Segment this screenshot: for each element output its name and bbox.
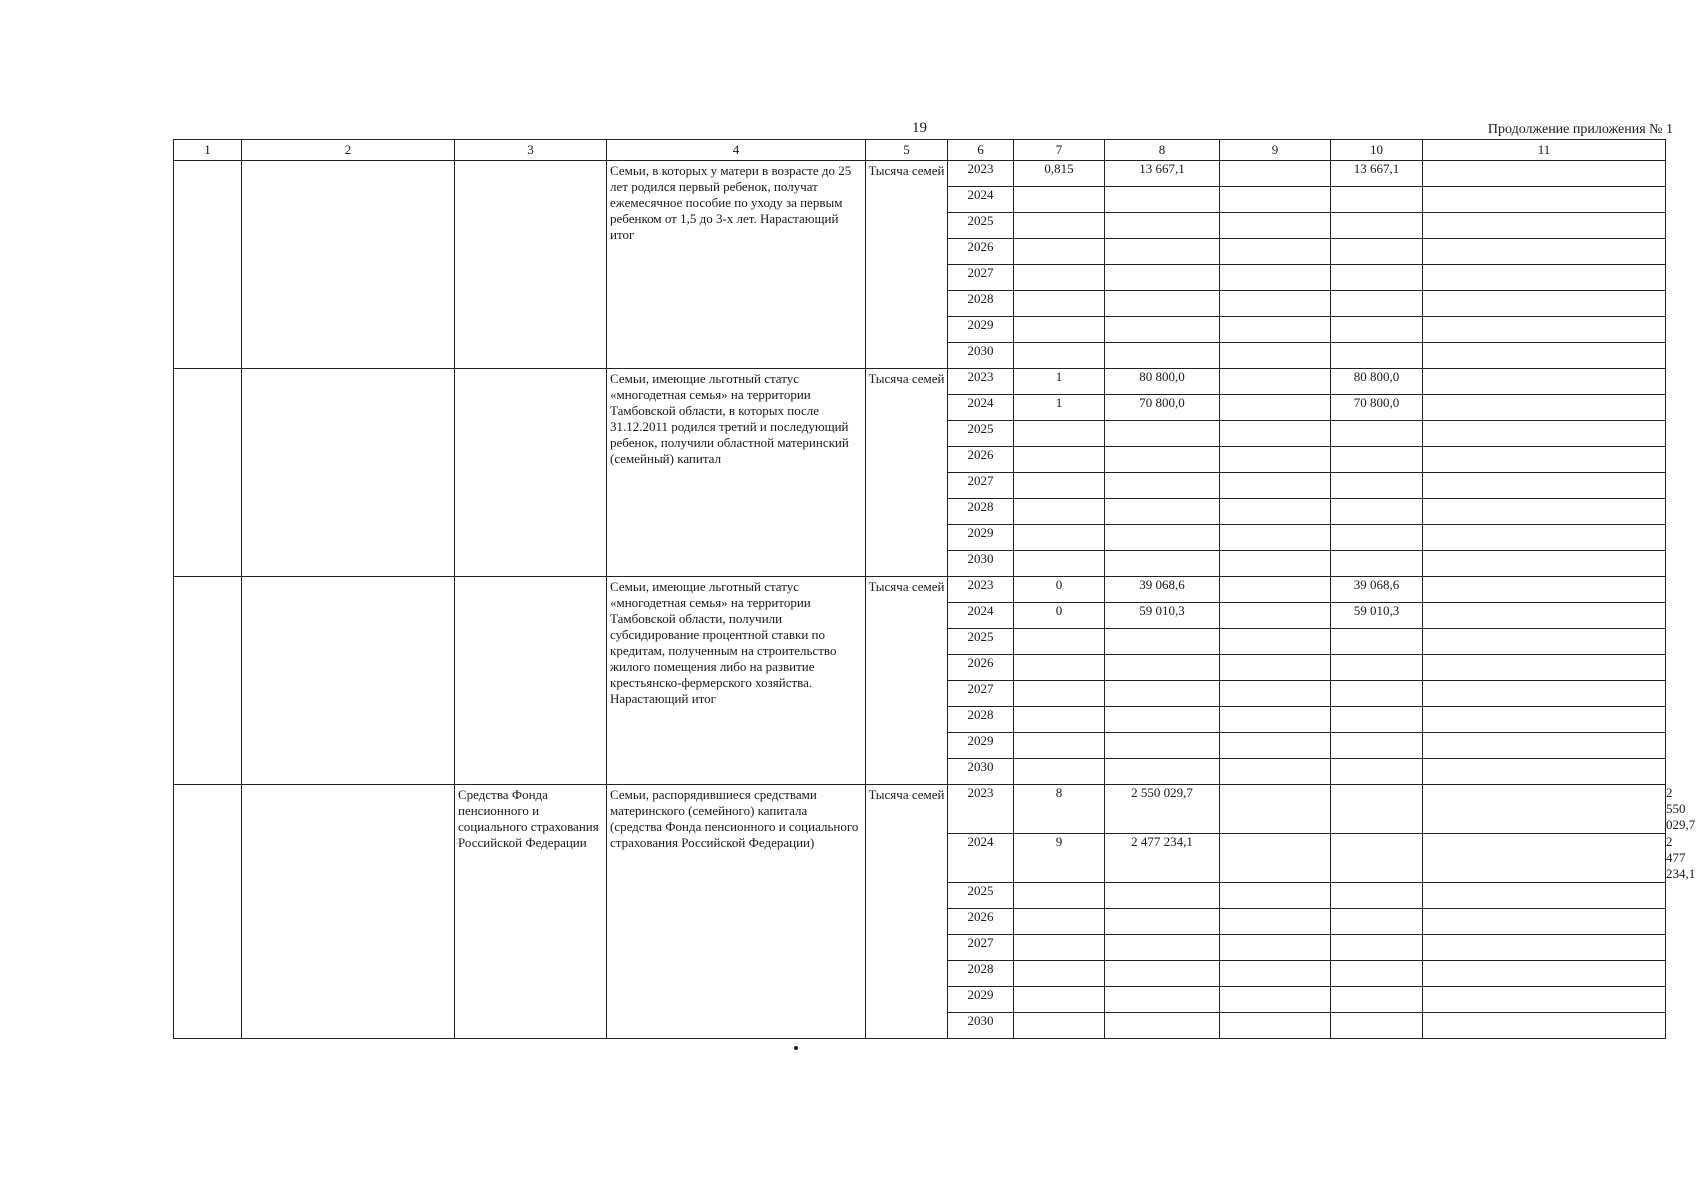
value-cell-9 [1331,655,1423,681]
value-cell-6: 8 [1014,785,1105,834]
column-number-row [174,140,1666,161]
value-cell-6 [1014,655,1105,681]
funding-source-cell [455,161,607,369]
value-cell-9 [1331,961,1423,987]
year-cell: 2029 [948,987,1014,1013]
value-cell-8 [1220,655,1331,681]
value-cell-7 [1105,317,1220,343]
value-cell-9 [1331,291,1423,317]
value-cell-7 [1105,629,1220,655]
value-cell-6 [1014,759,1105,785]
year-cell: 2030 [948,343,1014,369]
page-number: 19 [912,120,927,136]
table-row [174,161,1666,187]
indicator-cell: Семьи, имеющие льготный статус «многодетная семья» на территории Тамбовской области, получили субсидирование процентной ставки по кредитам, полученным на строительство жилого помещения либо на развитие крестьянско-фермерского хозяйства. Нарастающий итог [607,577,866,785]
value-cell-8 [1220,961,1331,987]
year-cell: 2026 [948,655,1014,681]
program-cell [242,577,455,785]
value-cell-8 [1220,239,1331,265]
value-cell-9 [1331,187,1423,213]
value-cell-10 [1423,421,1666,447]
value-cell-8 [1220,707,1331,733]
value-cell-10 [1423,525,1666,551]
value-cell-6: 9 [1014,834,1105,883]
value-cell-7 [1105,1013,1220,1039]
value-cell-8 [1220,785,1331,834]
value-cell-9 [1331,213,1423,239]
year-cell: 2025 [948,629,1014,655]
row-number-cell [174,161,242,369]
value-cell-9 [1331,935,1423,961]
value-cell-8 [1220,421,1331,447]
value-cell-6 [1014,291,1105,317]
value-cell-9 [1331,987,1423,1013]
year-cell: 2025 [948,421,1014,447]
value-cell-10 [1423,499,1666,525]
value-cell-8 [1220,343,1331,369]
value-cell-7 [1105,961,1220,987]
value-cell-8 [1220,161,1331,187]
value-cell-7 [1105,473,1220,499]
year-cell: 2028 [948,707,1014,733]
column-header: 5 [866,140,948,161]
program-cell [242,785,455,1039]
year-cell: 2028 [948,499,1014,525]
value-cell-6 [1014,935,1105,961]
value-cell-6 [1014,447,1105,473]
value-cell-9 [1331,421,1423,447]
value-cell-9 [1331,317,1423,343]
year-cell: 2024 [948,395,1014,421]
value-cell-8 [1220,499,1331,525]
column-header: 1 [174,140,242,161]
value-cell-8 [1220,909,1331,935]
value-cell-7 [1105,187,1220,213]
value-cell-6: 1 [1014,369,1105,395]
value-cell-7 [1105,759,1220,785]
value-cell-10 [1423,681,1666,707]
unit-cell: Тысяча семей [866,785,948,1039]
value-cell-6 [1014,961,1105,987]
value-cell-9 [1331,447,1423,473]
value-cell-9 [1331,785,1423,834]
value-cell-7 [1105,707,1220,733]
value-cell-8 [1220,395,1331,421]
value-cell-7 [1105,447,1220,473]
value-cell-10 [1423,834,1666,883]
value-cell-10 [1423,395,1666,421]
value-cell-9 [1331,525,1423,551]
value-cell-9 [1331,473,1423,499]
value-cell-8 [1220,525,1331,551]
year-cell: 2028 [948,291,1014,317]
value-cell-9 [1331,909,1423,935]
appendix-table [173,139,1696,1039]
value-cell-10 [1423,369,1666,395]
value-cell-7 [1105,421,1220,447]
value-cell-10 [1423,1013,1666,1039]
funding-source-cell: Средства Фонда пенсионного и социального страхования Российской Федерации [455,785,607,1039]
value-cell-10 [1423,655,1666,681]
value-cell-10 [1423,161,1666,187]
value-cell-9 [1331,265,1423,291]
value-cell-6: 0 [1014,603,1105,629]
value-cell-10 [1423,759,1666,785]
value-cell-7 [1105,883,1220,909]
row-number-cell [174,369,242,577]
value-cell-9 [1331,759,1423,785]
value-cell-7: 39 068,6 [1105,577,1220,603]
value-cell-10 [1423,343,1666,369]
indicator-cell: Семьи, имеющие льготный статус «многодетная семья» на территории Тамбовской области, в которых после 31.12.2011 родился третий и последующий ребенок, получили областной материнский (семейный) капитал [607,369,866,577]
value-cell-8 [1220,733,1331,759]
value-cell-8 [1220,681,1331,707]
value-cell-6 [1014,187,1105,213]
value-cell-8 [1220,265,1331,291]
value-cell-8 [1220,291,1331,317]
value-cell-9 [1331,343,1423,369]
year-cell: 2023 [948,369,1014,395]
program-cell [242,369,455,577]
value-cell-9 [1331,551,1423,577]
value-cell-7 [1105,525,1220,551]
value-cell-7 [1105,551,1220,577]
value-cell-9: 39 068,6 [1331,577,1423,603]
value-cell-7 [1105,655,1220,681]
value-cell-10 [1423,733,1666,759]
value-cell-8 [1220,987,1331,1013]
value-cell-7 [1105,265,1220,291]
value-cell-8 [1220,1013,1331,1039]
column-header: 2 [242,140,455,161]
value-cell-8 [1220,883,1331,909]
value-cell-6 [1014,707,1105,733]
column-header: 6 [948,140,1014,161]
value-cell-7 [1105,987,1220,1013]
value-cell-9 [1331,707,1423,733]
unit-cell: Тысяча семей [866,161,948,369]
value-cell-10 [1423,551,1666,577]
column-header: 11 [1423,140,1666,161]
year-cell: 2026 [948,909,1014,935]
year-cell: 2026 [948,239,1014,265]
year-cell: 2024 [948,187,1014,213]
value-cell-6: 0,815 [1014,161,1105,187]
value-cell-6 [1014,499,1105,525]
program-cell [242,161,455,369]
value-cell-10 [1423,987,1666,1013]
value-cell-8 [1220,213,1331,239]
value-cell-10 [1423,577,1666,603]
value-cell-10 [1423,629,1666,655]
value-cell-10 [1423,317,1666,343]
year-cell: 2029 [948,525,1014,551]
table-row [174,577,1666,603]
value-cell-10 [1423,707,1666,733]
value-cell-6 [1014,213,1105,239]
value-cell-7 [1105,681,1220,707]
value-cell-10 [1423,447,1666,473]
year-cell: 2026 [948,447,1014,473]
value-cell-8 [1220,187,1331,213]
value-cell-9 [1331,681,1423,707]
value-cell-7 [1105,733,1220,759]
value-cell-9 [1331,239,1423,265]
table-row: 2024 9 2 477 234,1 2 477 234,1 [174,834,1666,883]
value-cell-6: 0 [1014,577,1105,603]
year-cell: 2028 [948,961,1014,987]
value-cell-8 [1220,447,1331,473]
table-row: Средства Фонда пенсионного и социального страхования Российской Федерации Семьи, распорядившиеся средствами материнского (семейного) капитала (средства Фонда пенсионного и социального страхования Российской Федерации) Тысяча семей 2023 8 2 550 029,7 2 550 029,7 [174,785,1666,834]
value-cell-6 [1014,473,1105,499]
value-cell-9: 70 800,0 [1331,395,1423,421]
value-cell-6 [1014,525,1105,551]
value-cell-10 [1423,603,1666,629]
year-cell: 2023 [948,785,1014,834]
year-cell: 2027 [948,265,1014,291]
year-cell: 2029 [948,317,1014,343]
value-cell-7: 2 477 234,1 [1105,834,1220,883]
year-cell: 2030 [948,1013,1014,1039]
value-cell-7 [1105,213,1220,239]
year-cell: 2024 [948,834,1014,883]
column-header: 4 [607,140,866,161]
value-cell-9 [1331,883,1423,909]
row-number-cell [174,577,242,785]
value-cell-7: 80 800,0 [1105,369,1220,395]
value-cell-6 [1014,681,1105,707]
column-header: 9 [1220,140,1331,161]
year-cell: 2025 [948,883,1014,909]
row-number-cell [174,785,242,1039]
funding-source-cell [455,369,607,577]
value-cell-7 [1105,343,1220,369]
value-cell-10 [1423,213,1666,239]
value-cell-10 [1423,785,1666,834]
value-cell-9 [1331,629,1423,655]
scan-artifact-dot [794,1046,798,1050]
table-row [174,369,1666,395]
value-cell-8 [1220,629,1331,655]
value-cell-7: 2 550 029,7 [1105,785,1220,834]
unit-cell: Тысяча семей [866,369,948,577]
value-cell-10 [1423,961,1666,987]
indicator-cell: Семьи, в которых у матери в возрасте до 25 лет родился первый ребенок, получат ежемесячное пособие по уходу за первым ребенком от 1,5 до 3-х лет. Нарастающий итог [607,161,866,369]
year-cell: 2029 [948,733,1014,759]
value-cell-8 [1220,551,1331,577]
value-cell-6 [1014,1013,1105,1039]
value-cell-7: 59 010,3 [1105,603,1220,629]
value-cell-6 [1014,629,1105,655]
value-cell-8 [1220,759,1331,785]
value-cell-6 [1014,551,1105,577]
value-cell-8 [1220,603,1331,629]
value-cell-7 [1105,499,1220,525]
value-cell-10 [1423,187,1666,213]
value-cell-9 [1331,1013,1423,1039]
value-cell-8 [1220,473,1331,499]
column-header: 10 [1331,140,1423,161]
value-cell-6 [1014,343,1105,369]
year-cell: 2030 [948,759,1014,785]
value-cell-6 [1014,909,1105,935]
column-header: 3 [455,140,607,161]
value-cell-10 [1423,291,1666,317]
value-cell-6: 1 [1014,395,1105,421]
value-cell-8 [1220,369,1331,395]
value-cell-6 [1014,265,1105,291]
year-cell: 2027 [948,681,1014,707]
value-cell-6 [1014,883,1105,909]
value-cell-9: 13 667,1 [1331,161,1423,187]
year-cell: 2027 [948,935,1014,961]
year-cell: 2023 [948,161,1014,187]
year-cell: 2023 [948,577,1014,603]
value-cell-7 [1105,291,1220,317]
year-cell: 2027 [948,473,1014,499]
year-cell: 2024 [948,603,1014,629]
value-cell-6 [1014,317,1105,343]
value-cell-6 [1014,421,1105,447]
value-cell-10 [1423,473,1666,499]
value-cell-10 [1423,909,1666,935]
value-cell-6 [1014,987,1105,1013]
value-cell-9: 59 010,3 [1331,603,1423,629]
value-cell-7 [1105,935,1220,961]
unit-cell: Тысяча семей [866,577,948,785]
value-cell-10 [1423,265,1666,291]
value-cell-7: 13 667,1 [1105,161,1220,187]
value-cell-9 [1331,834,1423,883]
value-cell-10 [1423,239,1666,265]
year-cell: 2025 [948,213,1014,239]
continuation-note: Продолжение приложения № 1 [1487,122,1673,137]
value-cell-9 [1331,499,1423,525]
value-cell-8 [1220,317,1331,343]
value-cell-7 [1105,239,1220,265]
column-header: 7 [1014,140,1105,161]
funding-source-cell [455,577,607,785]
value-cell-6 [1014,239,1105,265]
value-cell-8 [1220,935,1331,961]
value-cell-8 [1220,834,1331,883]
value-cell-7: 70 800,0 [1105,395,1220,421]
value-cell-9 [1331,733,1423,759]
value-cell-8 [1220,577,1331,603]
value-cell-10 [1423,883,1666,909]
value-cell-9: 80 800,0 [1331,369,1423,395]
year-cell: 2030 [948,551,1014,577]
value-cell-7 [1105,909,1220,935]
value-cell-6 [1014,733,1105,759]
value-cell-10 [1423,935,1666,961]
column-header: 8 [1105,140,1220,161]
indicator-cell: Семьи, распорядившиеся средствами материнского (семейного) капитала (средства Фонда пенсионного и социального страхования Российской Федерации) [607,785,866,1039]
